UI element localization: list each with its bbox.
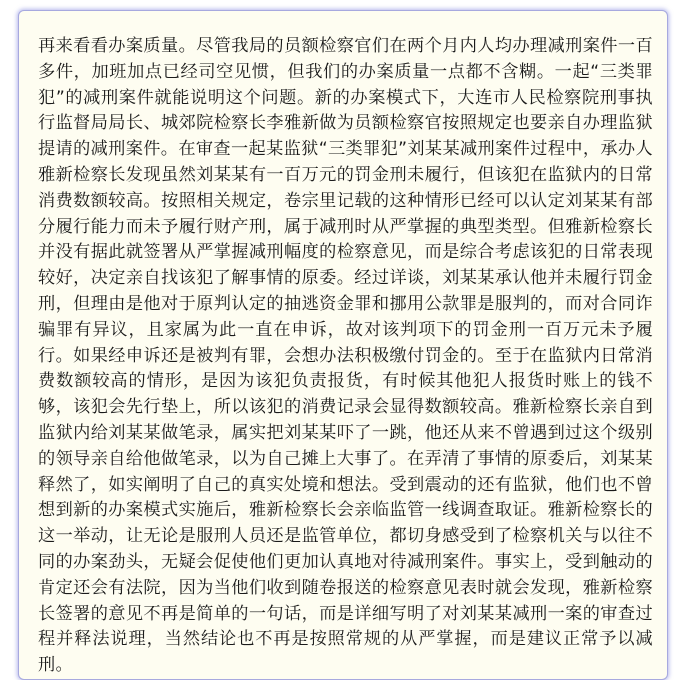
article-paragraph: 再来看看办案质量。尽管我局的员额检察官们在两个月内人均办理减刑案件一百多件，加班加点已经司空见惯，但我们的办案质量一点都不含糊。一起“三类罪犯”的减刑案件就能说明这个问题。新的办案模式下，大连市人民检察院刑事执行监督局局长、城郊院检察长李雅新做为员额检察官按照规定也要亲自办理监狱提请的减刑案件。在审查一起某监狱“三类罪犯”刘某某减刑案件过程中，承办人雅新检察长发现虽然刘某某有一百万元的罚金刑未履行，但该犯在监狱内的日常消费数额较高。按照相关规定，卷宗里记载的这种情形已经可以认定刘某某有部分履行能力而未予履行财产刑，属于减刑时从严掌握的典型类型。但雅新检察长并没有据此就签署从严掌握减刑幅度的检察意见，而是综合考虑该犯的日常表现较好，决定亲自找该犯了解事情的原委。经过详谈，刘某某承认他并未履行罚金刑，但理由是他对于原判认定的抽逃资金罪和挪用公款罪是服判的，而对合同诈骗罪有异议，且家属为此一直在申诉，故对该判项下的罚金刑一百万元未予履行。如果经申诉还是被判有罪，会想办法积极缴付罚金的。至于在监狱内日常消费数额较高的情形，是因为该犯负责报货，有时候其他犯人报货时账上的钱不够，该犯会先行垫上，所以该犯的消费记录会显得数额较高。雅新检察长亲自到监狱内给刘某某做笔录，属实把刘某某吓了一跳，他还从来不曾遇到过这个级别的领导亲自给他做笔录，以为自己摊上大事了。在弄清了事情的原委后，刘某某释然了，如实阐明了自己的真实处境和想法。受到震动的还有监狱，他们也不曾想到新的办案模式实施后，雅新检察长会亲临监管一线调查取证。雅新检察长的这一举动，让无论是服刑人员还是监管单位，都切身感受到了检察机关与以往不同的办案劲头，无疑会促使他们更加认真地对待减刑案件。事实上，受到触动的肯定还会有法院，因为当他们收到随卷报送的检察意见表时就会发现，雅新检察长签署的意见不再是简单的一句话，而是详细写明了对刘某某减刑一案的审查过程并释法说理，当然结论也不再是按照常规的从严掌握，而是建议正常予以减刑。 <box>38 36 653 676</box>
article-card <box>18 10 668 680</box>
